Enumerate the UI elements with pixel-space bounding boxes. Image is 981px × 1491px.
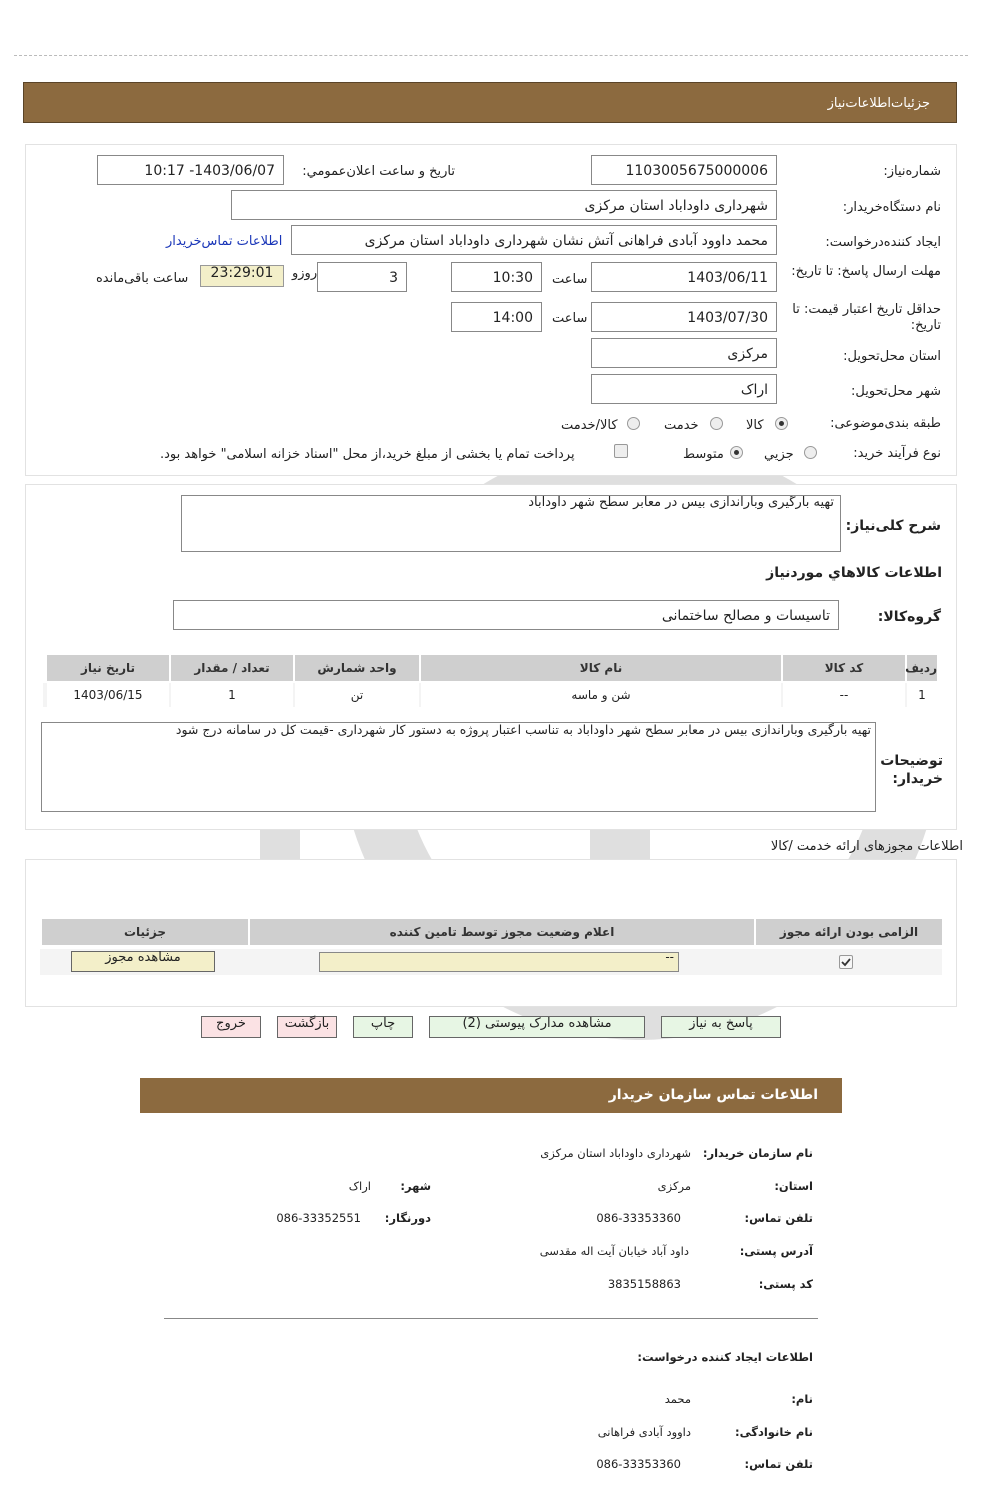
treasury-checkbox[interactable]	[614, 444, 628, 458]
creator-label: ایجاد کننده‌درخواست:	[825, 235, 941, 250]
category-option-both: کالا/خدمت	[561, 418, 618, 433]
province-field: مرکزی	[591, 338, 777, 368]
buyer-org-label: نام دستگاه‌خریدار:	[842, 200, 941, 215]
col-header-name: نام کالا	[421, 655, 781, 681]
col-header-row-no: ردیف	[907, 655, 937, 681]
deadline-date-field: 1403/06/11	[591, 262, 777, 292]
contact-province-value: مرکزی	[657, 1179, 691, 1193]
permits-table-header	[40, 919, 942, 945]
contact-org-label: نام سازمان خریدار:	[702, 1146, 813, 1160]
category-radio-goods[interactable]	[775, 417, 788, 430]
validity-label: حداقل تاریخ اعتبار قیمت: تا تاریخ:	[792, 302, 941, 333]
treasury-note: پرداخت تمام یا بخشی از مبلغ خرید،از محل "اسناد خزانه اسلامی" خواهد بود.	[160, 447, 575, 462]
purchase-radio-minor[interactable]	[804, 446, 817, 459]
col-header-details: جزئیات	[42, 919, 248, 945]
category-label: طبقه بندی‌موضوعی:	[830, 416, 941, 431]
remaining-label: ساعت باقی‌مانده	[96, 271, 189, 286]
purchase-type-label: نوع فرآیند خرید:	[853, 446, 941, 461]
contact-city-value: اراک	[348, 1179, 371, 1193]
purchase-radio-medium[interactable]	[730, 446, 743, 459]
permits-title: اطلاعات مجوزهای ارائه خدمت /کالا	[770, 839, 963, 854]
contact-phone-label: تلفن تماس:	[744, 1211, 813, 1225]
contact-fax-value: 086-33352551	[276, 1211, 361, 1225]
need-desc-label: شرح کلی‌نیاز:	[845, 518, 941, 534]
remaining-time-field: 23:29:01	[200, 265, 284, 287]
province-label: استان محل‌تحویل:	[843, 349, 941, 364]
contact-postal-label: کد پستی:	[758, 1277, 813, 1291]
view-permit-button[interactable]: مشاهده مجوز	[71, 951, 215, 972]
days-label: روزو	[292, 266, 318, 281]
contact-header	[140, 1078, 842, 1113]
validity-time-label: ساعت	[552, 311, 588, 326]
contact-fax-label: دورنگار:	[384, 1211, 431, 1225]
purchase-option-minor: جزيي	[764, 447, 794, 462]
deadline-time-field: 10:30	[451, 262, 542, 292]
need-number-label: شماره‌نیاز:	[883, 164, 941, 179]
cell-name: شن و ماسه	[421, 683, 781, 707]
permit-status-field[interactable]: --	[319, 952, 679, 972]
creator-phone-value: 086-33353360	[596, 1457, 681, 1471]
announce-date-label: تاریخ و ساعت اعلان‌عمومي:	[302, 164, 455, 179]
days-field: 3	[317, 262, 407, 292]
creator-family-value: داوود آبادی فراهانی	[597, 1425, 691, 1439]
deadline-label: مهلت ارسال پاسخ: تا تاریخ:	[791, 264, 941, 279]
contact-city-label: شهر:	[400, 1179, 431, 1193]
category-option-service: خدمت	[664, 418, 699, 433]
col-header-required: الزامی بودن ارائه مجوز	[756, 919, 942, 945]
buyer-notes-field: تهیه بارگیری وباراندازی بیس در معابر سطح شهر داوداباد به تناسب اعتبار پروژه به دستور کار شهرداری -قیمت کل در سامانه درج شود	[41, 722, 876, 812]
contact-phone-value: 086-33353360	[596, 1211, 681, 1225]
category-radio-service[interactable]	[710, 417, 723, 430]
goods-group-field: تاسیسات و مصالح ساختمانی	[173, 600, 839, 630]
creator-field: محمد داوود آبادی فراهانی آتش نشان شهرداری داوداباد استان مرکزی	[291, 225, 777, 255]
back-button[interactable]: بازگشت	[277, 1016, 337, 1038]
table-row	[43, 683, 937, 707]
contact-address-value: داود آباد خیابان آیت اله مقدسی	[539, 1244, 689, 1258]
attachments-button[interactable]: مشاهده مدارک پیوستی (2)	[429, 1016, 645, 1038]
col-header-status: اعلام وضعیت مجوز توسط تامین کننده	[250, 919, 754, 945]
need-number-field: 1103005675000006	[591, 155, 777, 185]
creator-family-label: نام خانوادگی:	[735, 1425, 813, 1439]
contact-postal-value: 3835158863	[607, 1277, 681, 1291]
validity-time-field: 14:00	[451, 302, 542, 332]
page-title: جزئیات‌اطلاعات‌نیاز	[827, 96, 930, 111]
announce-date-field: 1403/06/07- 10:17	[97, 155, 284, 185]
reply-button[interactable]: پاسخ به نیاز	[661, 1016, 781, 1038]
creator-info-title: اطلاعات ایجاد کننده درخواست:	[637, 1350, 813, 1364]
col-header-unit: واحد شمارش	[295, 655, 419, 681]
creator-name-label: نام:	[791, 1392, 813, 1406]
permit-required-checkbox	[839, 955, 853, 969]
col-header-qty: تعداد / مقدار	[171, 655, 293, 681]
col-header-date: تاریخ نیاز	[47, 655, 169, 681]
page-header	[23, 82, 957, 123]
buyer-org-field: شهرداری داوداباد استان مرکزی	[231, 190, 777, 220]
cell-qty: 1	[171, 683, 293, 707]
top-divider	[14, 55, 968, 56]
creator-name-value: محمد	[664, 1392, 691, 1406]
buyer-notes-label: توضیحات خریدار:	[880, 753, 943, 787]
contact-province-label: استان:	[774, 1179, 813, 1193]
col-header-code: کد کالا	[783, 655, 905, 681]
cell-date: 1403/06/15	[47, 683, 169, 707]
city-field: اراک	[591, 374, 777, 404]
contact-address-label: آدرس پستی:	[739, 1244, 813, 1258]
contact-title: اطلاعات تماس سازمان خریدار	[608, 1087, 818, 1103]
city-label: شهر محل‌تحویل:	[851, 384, 941, 399]
validity-date-field: 1403/07/30	[591, 302, 777, 332]
goods-table	[43, 655, 937, 707]
cell-unit: تن	[295, 683, 419, 707]
goods-info-title: اطلاعات کالاهاي مورد‌نیاز	[766, 565, 942, 581]
deadline-time-label: ساعت	[552, 272, 588, 287]
need-desc-field: تهیه بارگیری وباراندازی بیس در معابر سطح شهر داوداباد	[181, 495, 841, 552]
creator-phone-label: تلفن تماس:	[744, 1457, 813, 1471]
buyer-contact-link[interactable]: اطلاعات تماس‌خریدار	[166, 234, 283, 249]
category-option-goods: کالا	[746, 418, 764, 433]
goods-group-label: گروه‌کالا:	[877, 609, 941, 625]
check-icon	[840, 956, 852, 968]
category-radio-both[interactable]	[627, 417, 640, 430]
contact-divider	[164, 1318, 818, 1319]
goods-table-header	[43, 655, 937, 681]
purchase-option-medium: متوسط	[683, 447, 724, 462]
cell-code: --	[783, 683, 905, 707]
permits-table	[40, 919, 942, 945]
exit-button[interactable]: خروج	[201, 1016, 261, 1038]
contact-org-value: شهرداری داوداباد استان مرکزی	[540, 1146, 691, 1160]
print-button[interactable]: چاپ	[353, 1016, 413, 1038]
cell-row-no: 1	[907, 683, 937, 707]
